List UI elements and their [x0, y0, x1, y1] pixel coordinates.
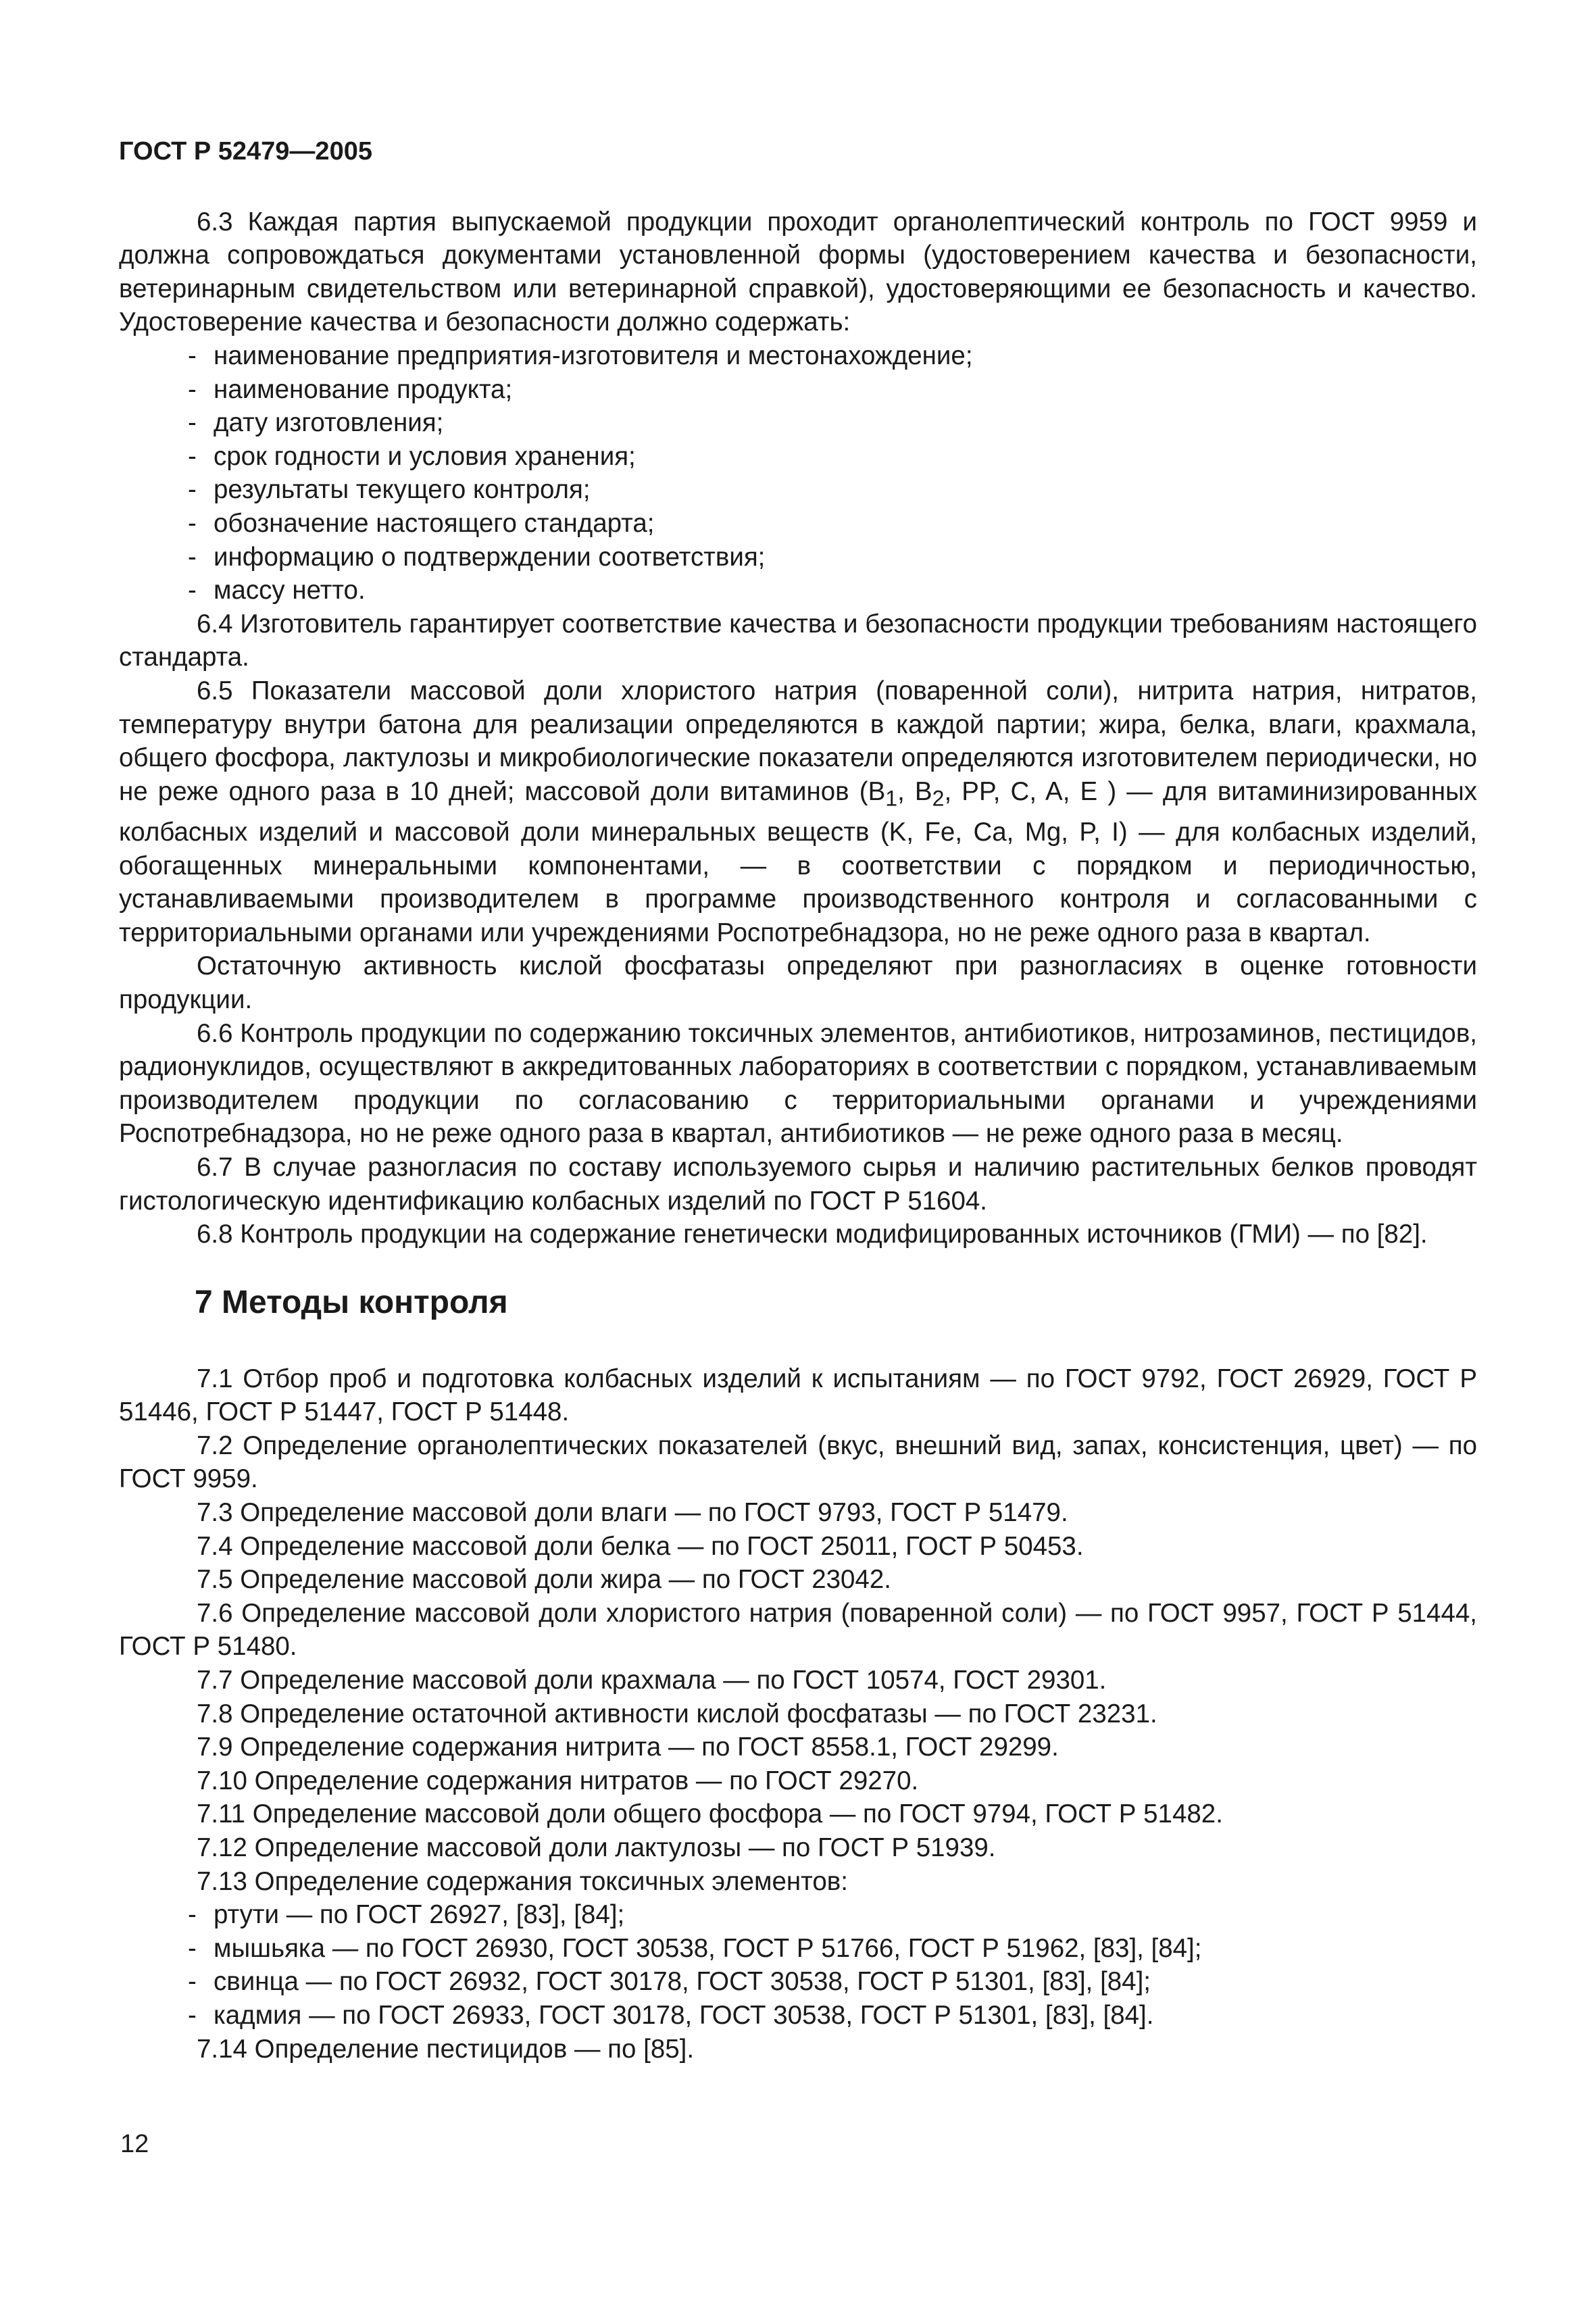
clause-7-4: 7.4 Определение массовой доли белка — по ГОСТ 25011, ГОСТ Р 50453.: [197, 1531, 1084, 1561]
clause-6-5: 6.5 Показатели массовой доли хлористого натрия (поваренной соли), нитрита натрия, нитратов, температуру внутри батона для реализации определяются в каждой партии; жира, белка, влаги, крахмала, общего фосфора, лактулозы и микробиологические показатели определяются изготовителем периодически, но не реже одного раза в 10 дней; массовой доли витаминов ($B_1$, $B_2$, PP, C, A, E ) — для витаминизированных колбасных изделий и массовой доли минеральных веществ (K, Fe, Ca, Mg, P, I) — для колбасных изделий, обогащенных минеральными компонентами, — в соответствии с порядком и периодичностью, устанавливаемыми производителем в программе производственного контроля и согласованными с территориальными органами или учреждениями Роспотребнадзора, но не реже одного раза в квартал.: [119, 676, 1478, 947]
list-dash: -: [188, 1967, 197, 1997]
list-dash: -: [188, 508, 197, 538]
clause-7-13: 7.13 Определение содержания токсичных элементов:: [197, 1866, 848, 1896]
list-dash: -: [188, 576, 197, 605]
clause-7-1: 7.1 Отбор проб и подготовка колбасных изделий к испытаниям — по ГОСТ 9792, ГОСТ 26929, ГОСТ Р 51446, ГОСТ Р 51447, ГОСТ Р 51448.: [119, 1364, 1477, 1427]
page-number: 12: [120, 2130, 149, 2158]
clause-7-3: 7.3 Определение массовой доли влаги — по ГОСТ 9793, ГОСТ Р 51479.: [197, 1498, 1068, 1528]
list-item: - наименование предприятия-изготовителя и местонахождение;: [119, 339, 1477, 373]
clause-7-14: 7.14 Определение пестицидов — по [85].: [197, 2034, 695, 2064]
clause-7-11: 7.11 Определение массовой доли общего фосфора — по ГОСТ 9794, ГОСТ Р 51482.: [197, 1799, 1223, 1829]
clause-7-7: 7.7 Определение массовой доли крахмала — по ГОСТ 10574, ГОСТ 29301.: [197, 1666, 1107, 1695]
document-page: [119, 135, 1477, 2066]
list-item: - массу нетто.: [119, 574, 1477, 607]
list-item: - свинца — по ГОСТ 26932, ГОСТ 30178, ГОСТ 30538, ГОСТ Р 51301, [83], [84];: [119, 1965, 1477, 1999]
list-item: - информацию о подтверждении соответствия;: [119, 541, 1477, 574]
clause-7-8: 7.8 Определение остаточной активности кислой фосфатазы — по ГОСТ 23231.: [197, 1699, 1157, 1728]
clause-7-12: 7.12 Определение массовой доли лактулозы — по ГОСТ Р 51939.: [197, 1833, 996, 1862]
clause-6-6: 6.6 Контроль продукции по содержанию токсичных элементов, антибиотиков, нитрозаминов, пестицидов, радионуклидов, осуществляют в аккредитованных лабораториях в соответствии с порядком, устанавливаемым производителем продукции по согласованию с территориальными органами и учреждениями Роспотребнадзора, но не реже одного раза в квартал, антибиотиков — не реже одного раза в месяц.: [119, 1018, 1477, 1149]
clause-6-3: 6.3 Каждая партия выпускаемой продукции проходит органолептический контроль по ГОСТ 9959 и должна сопровождаться документами установленной формы (удостоверением качества и безопасности, ветеринарным свидетельством или ветеринарной справкой), удостоверяющими ее безопасность и качество. Удостоверение качества и безопасности должно содержать:: [119, 207, 1477, 337]
clause-6-7: 6.7 В случае разногласия по составу используемого сырья и наличию растительных белков проводят гистологическую идентификацию колбасных изделий по ГОСТ Р 51604.: [119, 1152, 1477, 1216]
list-item: - ртути — по ГОСТ 26927, [83], [84];: [119, 1898, 1477, 1932]
list-dash: -: [188, 1933, 197, 1963]
list-item: - срок годности и условия хранения;: [119, 440, 1477, 474]
list-item: - мышьяка — по ГОСТ 26930, ГОСТ 30538, ГОСТ Р 51766, ГОСТ Р 51962, [83], [84];: [119, 1932, 1477, 1966]
quality-certificate-list: [119, 339, 1477, 607]
section-title: 7 Методы контроля: [195, 1284, 508, 1320]
clause-7-5: 7.5 Определение массовой доли жира — по ГОСТ 23042.: [197, 1565, 891, 1595]
toxic-elements-list: [119, 1898, 1477, 2032]
list-dash: -: [188, 1900, 197, 1930]
clause-7-2: 7.2 Определение органолептических показателей (вкус, внешний вид, запах, консистенция, цвет) — по ГОСТ 9959.: [119, 1430, 1477, 1494]
clause-6-8: 6.8 Контроль продукции на содержание генетически модифицированных источников (ГМИ) — по [82].: [197, 1220, 1428, 1249]
list-dash: -: [188, 408, 197, 438]
list-dash: -: [188, 2000, 197, 2030]
list-dash: -: [188, 542, 197, 572]
list-item: - наименование продукта;: [119, 373, 1477, 407]
list-dash: -: [188, 341, 197, 370]
list-dash: -: [188, 441, 197, 471]
list-item: - обозначение настоящего стандарта;: [119, 507, 1477, 541]
clause-6-5-note: Остаточную активность кислой фосфатазы определяют при разногласиях в оценке готовности продукции.: [119, 951, 1477, 1014]
document-header: ГОСТ Р 52479—2005: [119, 137, 372, 166]
clause-7-6: 7.6 Определение массовой доли хлористого натрия (поваренной соли) — по ГОСТ 9957, ГОСТ Р 51444, ГОСТ Р 51480.: [119, 1598, 1477, 1662]
clause-7-9: 7.9 Определение содержания нитрита — по ГОСТ 8558.1, ГОСТ 29299.: [197, 1733, 1059, 1762]
list-dash: -: [188, 475, 197, 505]
list-dash: -: [188, 374, 197, 404]
clause-6-4: 6.4 Изготовитель гарантирует соответствие качества и безопасности продукции требованиям настоящего стандарта.: [119, 609, 1477, 672]
list-item: - результаты текущего контроля;: [119, 473, 1477, 507]
list-item: - дату изготовления;: [119, 406, 1477, 440]
list-item: - кадмия — по ГОСТ 26933, ГОСТ 30178, ГОСТ 30538, ГОСТ Р 51301, [83], [84].: [119, 1999, 1477, 2033]
clause-7-10: 7.10 Определение содержания нитратов — по ГОСТ 29270.: [197, 1766, 919, 1795]
